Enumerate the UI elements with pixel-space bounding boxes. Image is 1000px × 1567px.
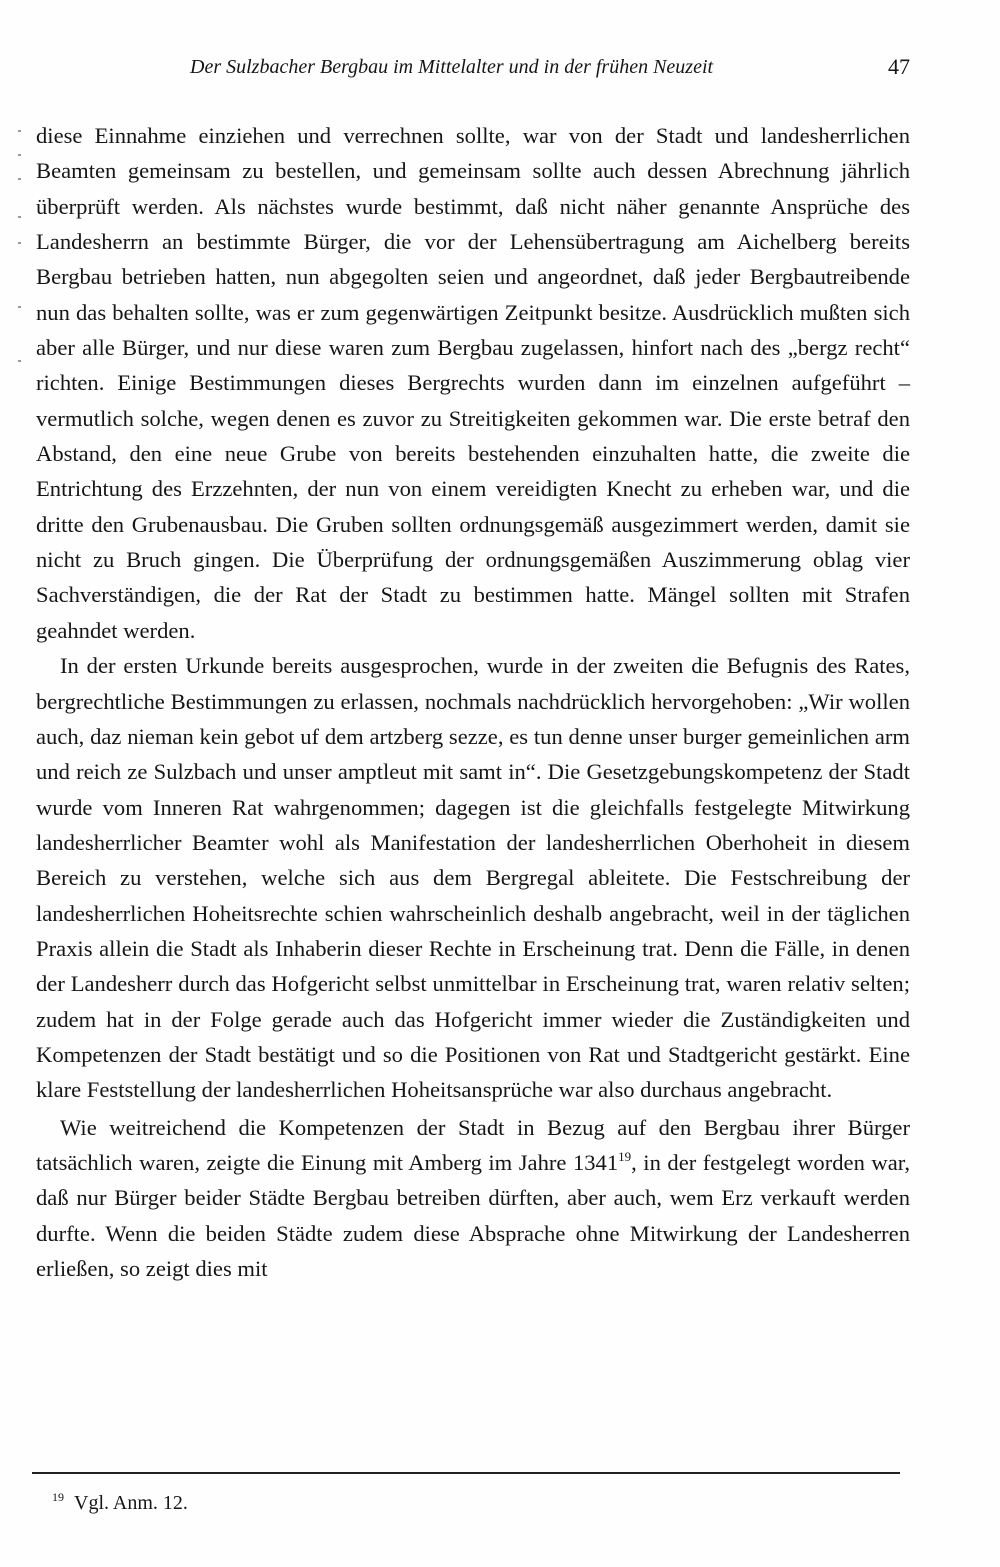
scan-speck xyxy=(18,360,21,362)
paragraph xyxy=(36,1110,910,1287)
scan-speck xyxy=(18,130,21,132)
scan-speck xyxy=(18,242,21,244)
footnote xyxy=(52,1492,188,1515)
footnote-text: Vgl. Anm. 12. xyxy=(74,1492,188,1514)
running-head xyxy=(36,52,910,84)
footnote-divider xyxy=(32,1472,900,1474)
paragraph: In der ersten Urkunde bereits ausgesprochen, wurde in der zweiten die Befugnis des Rates, bergrechtliche Bestimmungen zu erlassen, nochmals nachdrücklich hervorgehoben: „Wir wollen auch, daz nieman kein gebot uf dem artzberg sezze, es tun denne unser burger gemeinlichen arm und reich ze Sulzbach und unser amptleut mit samt in“. Die Gesetzgebungskompetenz der Stadt wurde vom Inneren Rat wahrgenommen; dagegen ist die gleichfalls festgelegte Mitwirkung landesherrlicher Beamter wohl als Manifestation der landesherrlichen Oberhoheit in diesem Bereich zu verstehen, welche sich aus dem Bergregal ableitete. Die Festschreibung der landesherrlichen Hoheitsrechte schien wahrscheinlich deshalb angebracht, weil in der täglichen Praxis allein die Stadt als Inhaberin dieser Rechte in Erscheinung trat. Denn die Fälle, in denen der Landesherr durch das Hofgericht selbst unmittelbar in Erscheinung trat, waren relativ selten; zudem hat in der Folge gerade auch das Hofgericht immer wieder die Zuständigkeiten und Kompetenzen der Stadt bestätigt und so die Positionen von Rat und Stadtgericht gestärkt. Eine klare Feststellung der landesherrlichen Hoheitsansprüche war also durchaus angebracht. xyxy=(36,653,910,1103)
body-text xyxy=(36,118,910,1286)
scan-speck xyxy=(18,178,21,180)
running-title: Der Sulzbacher Bergbau im Mittelalter und in der frühen Neuzeit xyxy=(190,56,714,78)
scan-speck xyxy=(18,154,21,156)
footnote-reference[interactable]: 19 xyxy=(618,1148,632,1164)
scan-speck xyxy=(18,306,21,308)
paragraph-text: , in der festgelegt worden war, daß nur Bürger beider Städte Bergbau betreiben dürften, aber auch, wem Erz verkauft werden durfte. Wenn die beiden Städte zudem diese Absprache ohne Mitwirkung der Landesherren erließen, so zeigt dies mit xyxy=(36,1149,910,1281)
scan-speck xyxy=(18,216,21,218)
paragraph: diese Einnahme einziehen und verrechnen sollte, war von der Stadt und landesherrlichen Beamten gemeinsam zu bestellen, und gemeinsam sollte auch dessen Abrechnung jährlich überprüft werden. Als nächstes wurde bestimmt, daß nicht näher genannte Ansprüche des Landesherrn an bestimmte Bürger, die vor der Lehensübertragung am Aichelberg bereits Bergbau betrieben hatten, nun abgegolten seien und angeordnet, daß jeder Bergbautreibende nun das behalten sollte, was er zum gegenwärtigen Zeitpunkt besitze. Ausdrücklich mußten sich aber alle Bürger, und nur diese waren zum Bergbau zugelassen, hinfort nach des „bergz recht“ richten. Einige Bestimmungen dieses Bergrechts wurden dann im einzelnen aufgeführt – vermutlich solche, wegen denen es zuvor zu Streitigkeiten gekommen war. Die erste betraf den Abstand, den eine neue Grube von bereits bestehenden einzuhalten hatte, die zweite die Entrichtung des Erzzehnten, der nun von einem vereidigten Knecht zu erheben war, und die dritte den Grubenausbau. Die Gruben sollten ordnungsgemäß ausgezimmert werden, damit sie nicht zu Bruch gingen. Die Überprüfung der ordnungsgemäßen Auszimmerung oblag vier Sachverständigen, die der Rat der Stadt zu bestimmen hatte. Mängel sollten mit Strafen geahndet werden. xyxy=(36,123,910,643)
page-number: 47 xyxy=(888,54,910,79)
margin-scan-marks xyxy=(14,120,28,460)
footnote-number: 19 xyxy=(52,1490,64,1504)
paragraph-text: Wie weitreichend die Kompetenzen der Stadt in Bezug auf den Bergbau ihrer Bürger tatsächlich waren, zeigte die Einung mit Amberg im Jahre 1341 xyxy=(36,1114,910,1175)
